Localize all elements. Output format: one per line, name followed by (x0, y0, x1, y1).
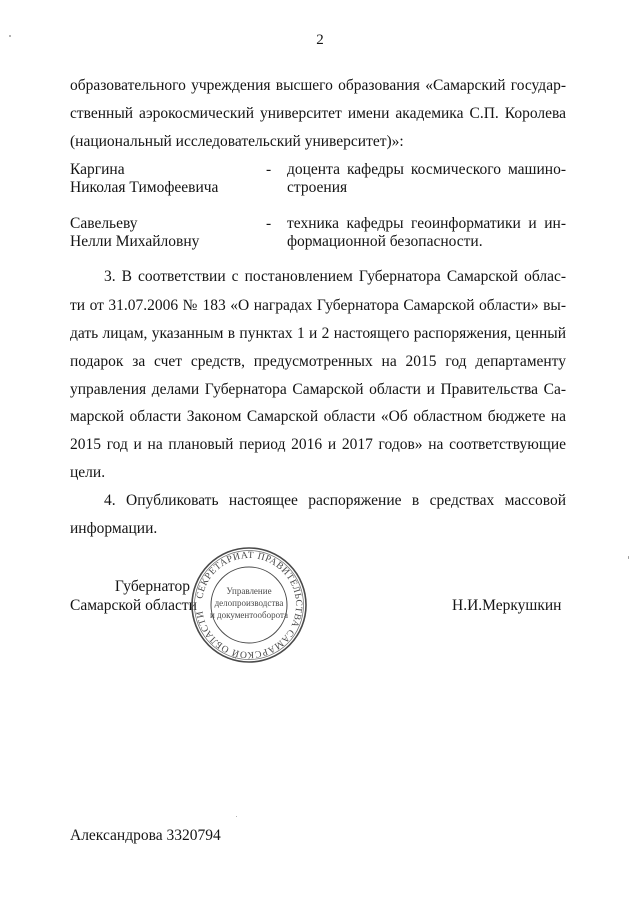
stamp-ring-text: СЕКРЕТАРИАТ ПРАВИТЕЛЬСТВА САМАРСКОЙ ОБЛАСТИ (194, 549, 305, 661)
signature-title-line-2: Самарской области (70, 597, 197, 614)
item-3-line-3: дать лицам, указанным в пунктах 1 и 2 настоящего распоряжения, ценный (70, 325, 566, 342)
intro-line-3: (национальный исследовательский университет)»: (70, 133, 404, 150)
item-3-line-7: 2015 год и на плановый период 2016 и 2017 годов» на соответствующие (70, 436, 566, 453)
item-3-line-2: ти от 31.07.2006 № 183 «О наградах Губернатора Самарской области» вы- (70, 297, 566, 314)
official-stamp (189, 545, 309, 665)
signature-title-line-1: Губернатор (114, 578, 190, 595)
signatory-name: Н.И.Меркушкин (452, 597, 562, 614)
item-3-line-4: подарок за счет средств, предусмотренных на 2015 год департаменту (70, 353, 566, 370)
awardee-2-position-line-1: техника кафедры геоинформатики и ин- (287, 215, 566, 232)
awardee-1-surname: Каргина (70, 161, 125, 178)
stamp-inner-line-1: Управление (226, 586, 272, 596)
item-3-line-6: марской области Законом Самарской области «Об областном бюджете на (70, 408, 566, 425)
awardee-2-dash: - (266, 215, 272, 232)
item-3-line-1: 3. В соответствии с постановлением Губернатора Самарской облас- (104, 268, 566, 285)
stamp-seal-graphic (189, 545, 309, 665)
awardee-1-position-line-1: доцента кафедры космического машино- (287, 161, 566, 178)
footer-executor: Александрова 3320794 (70, 827, 221, 844)
page-number: 2 (316, 32, 324, 48)
stamp-inner-line-2: делопроизводства (214, 598, 284, 608)
item-3-line-8: цели. (70, 464, 106, 481)
intro-line-1: образовательного учреждения высшего образования «Самарский государ- (70, 77, 566, 94)
awardee-1-dash: - (266, 161, 272, 178)
awardee-2-position-line-2: формационной безопасности. (287, 233, 483, 250)
awardee-2-given-names: Нелли Михайловну (70, 233, 200, 250)
scan-speck (9, 35, 11, 37)
item-4-line-2: информации. (70, 520, 158, 537)
scan-speck (236, 816, 237, 817)
awardee-1-position-line-2: строения (287, 179, 348, 196)
intro-line-2: ственный аэрокосмический университет имени академика С.П. Королева (70, 105, 566, 122)
scan-speck (628, 556, 629, 559)
stamp-inner-line-3: и документооборота (209, 610, 289, 620)
item-4-line-1: 4. Опубликовать настоящее распоряжение в средствах массовой (104, 492, 566, 509)
item-3-line-5: управления делами Губернатора Самарской области и Правительства Са- (70, 381, 566, 398)
awardee-1-given-names: Николая Тимофеевича (70, 179, 219, 196)
awardee-2-surname: Савельеву (70, 215, 138, 232)
